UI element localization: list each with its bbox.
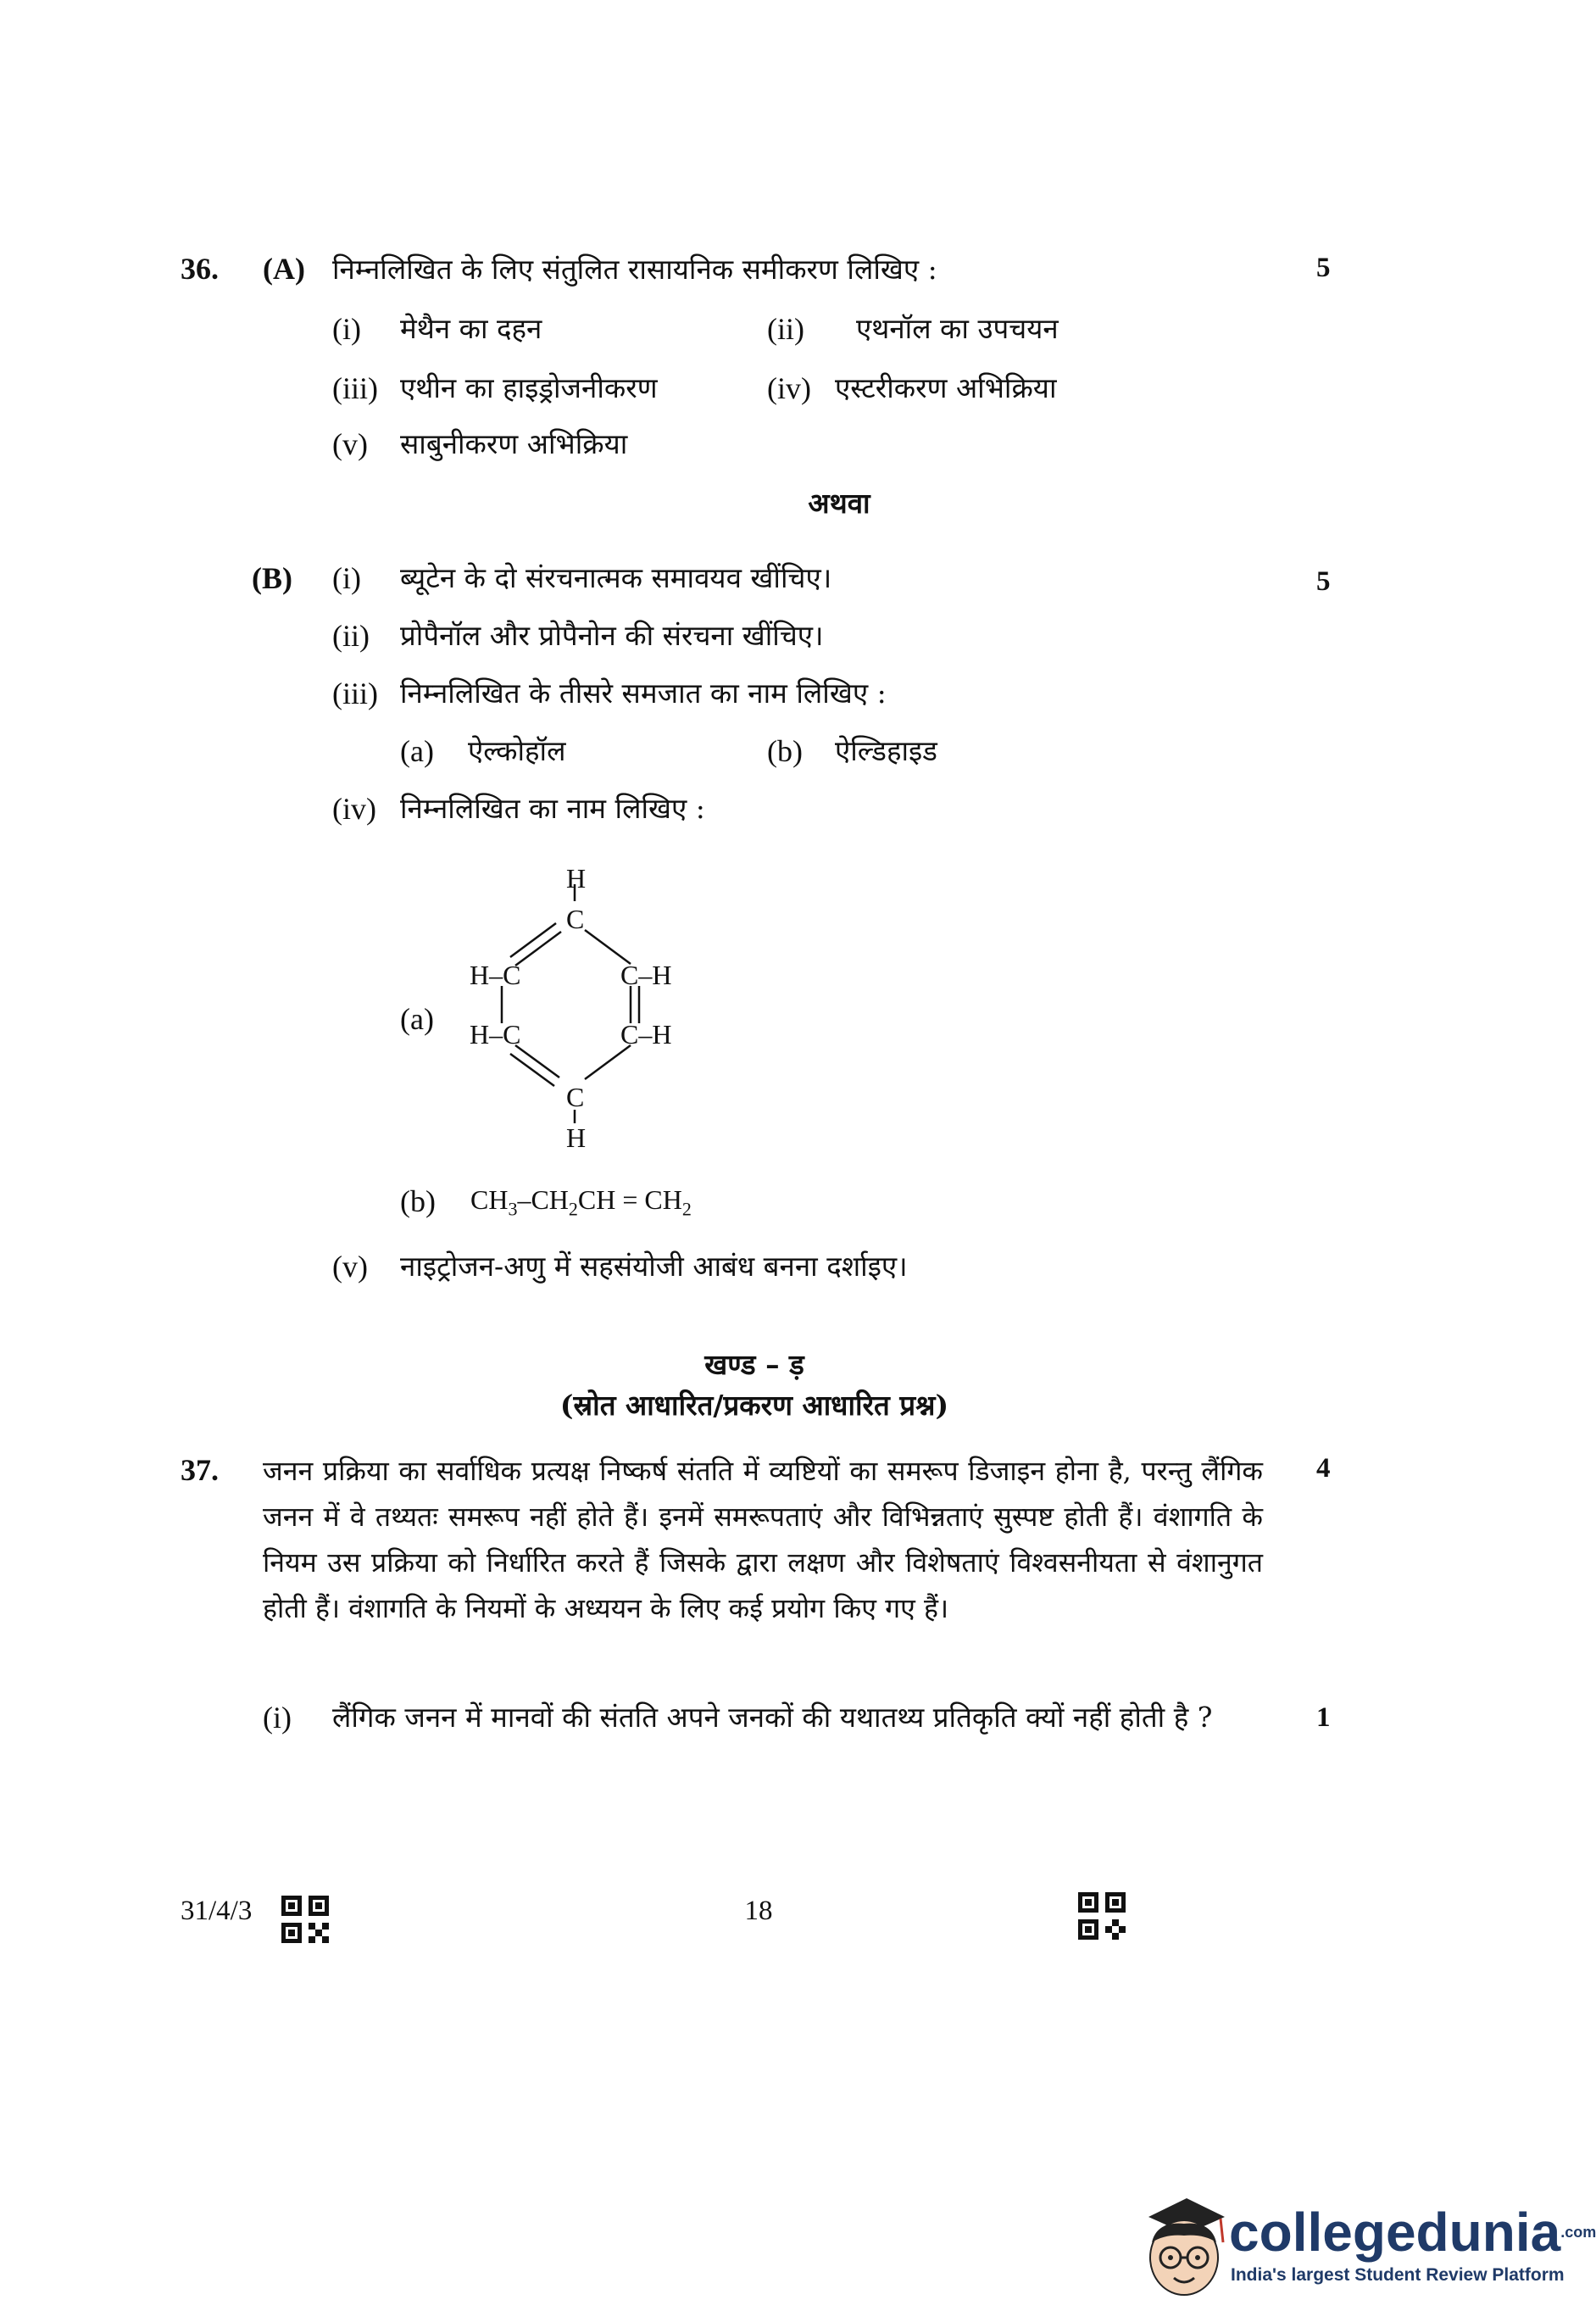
- q36-b-ii-num: (ii): [332, 619, 370, 653]
- brand-name-text: collegedunia: [1229, 2202, 1561, 2263]
- q36-b-iii-a-text: ऐल्कोहॉल: [468, 734, 566, 767]
- q36-partA-marks: 5: [1316, 253, 1331, 283]
- formula-subscript: 2: [568, 1198, 578, 1220]
- q36-partA-instruction: निम्नलिखित के लिए संतुलित रासायनिक समीकरण लिखिए :: [332, 253, 937, 286]
- atom-ch-lower-right: C–H: [620, 1019, 672, 1050]
- q36-b-i-num: (i): [332, 561, 361, 595]
- q36-b-v-text: नाइट्रोजन-अणु में सहसंयोजी आबंध बनना दर्शाइए।: [400, 1250, 908, 1283]
- q36-b-iii-a-num: (a): [400, 734, 434, 768]
- q36-a-item-num: (v): [332, 427, 368, 461]
- q36-partB-label: (B): [252, 561, 292, 595]
- formula-subscript: 3: [508, 1198, 518, 1220]
- atom-h-bottom: H: [566, 1122, 587, 1153]
- q36-number: 36.: [181, 252, 219, 286]
- q36-b-i-text: ब्यूटेन के दो संरचनात्मक समावयव खींचिए।: [400, 561, 832, 594]
- benzene-bonds: [458, 860, 695, 1153]
- qr-code-left: [281, 1896, 329, 1946]
- q36-b-iv-text: निम्नलिखित का नाम लिखिए :: [400, 792, 705, 825]
- section-title: खण्ड – ड़: [704, 1348, 804, 1381]
- atom-hc-upper-left: H–C: [470, 960, 521, 990]
- q36-b-iii-text: निम्नलिखित के तीसरे समजात का नाम लिखिए :: [400, 677, 887, 710]
- paper-code: 31/4/3: [181, 1896, 253, 1926]
- formula-part: CH = CH: [577, 1184, 682, 1215]
- q36-a-item-text: एस्टरीकरण अभिक्रिया: [835, 371, 1057, 404]
- q36-partB-marks: 5: [1316, 566, 1331, 597]
- formula-subscript: 2: [681, 1198, 692, 1220]
- atom-hc-lower-left: H–C: [470, 1019, 521, 1050]
- qr-code-icon: [281, 1896, 329, 1943]
- brand-name: [1229, 2202, 1596, 2262]
- q36-partA-label: (A): [263, 252, 305, 286]
- q36-a-item-num: (iv): [767, 371, 811, 405]
- atom-ch-upper-right: C–H: [620, 960, 672, 990]
- page-number: 18: [744, 1896, 773, 1926]
- q36-a-item-num: (iii): [332, 371, 378, 405]
- q37-i-num: (i): [263, 1701, 292, 1735]
- qr-code-right: [1078, 1892, 1126, 1943]
- q36-a-item-text: मेथैन का दहन: [400, 312, 542, 345]
- q36-a-item-text: साबुनीकरण अभिक्रिया: [400, 427, 628, 460]
- atom-c-bottom: C: [566, 1082, 585, 1112]
- or-divider: अथवा: [808, 487, 870, 520]
- q36-b-ii-text: प्रोपैनॉल और प्रोपैनोन की संरचना खींचिए।: [400, 619, 824, 652]
- q36-a-item-text: एथीन का हाइड्रोजनीकरण: [400, 371, 658, 404]
- student-mascot-icon: [1123, 2183, 1242, 2302]
- q36-b-v-num: (v): [332, 1250, 368, 1284]
- q36-a-item-num: (ii): [767, 312, 804, 346]
- q37-i-marks: 1: [1316, 1702, 1331, 1733]
- q37-marks: 4: [1316, 1453, 1331, 1484]
- brand-tagline: India's largest Student Review Platform: [1231, 2265, 1565, 2285]
- benzene-structure: [458, 860, 695, 1153]
- formula-part: CH: [470, 1184, 509, 1215]
- q36-b-iii-b-text: ऐल्डिहाइड: [835, 734, 937, 767]
- butene-formula: [470, 1184, 692, 1220]
- q37-number: 37.: [181, 1453, 219, 1487]
- q36-b-iii-num: (iii): [332, 677, 378, 710]
- q37-i-text: लैंगिक जनन में मानवों की संतति अपने जनकों की यथातथ्य प्रतिकृति क्यों नहीं होती है ?: [332, 1701, 1213, 1734]
- atom-c-top: C: [566, 904, 585, 934]
- q36-b-iv-a-num: (a): [400, 1002, 434, 1036]
- formula-part: –CH: [517, 1184, 569, 1215]
- q37-passage: जनन प्रक्रिया का सर्वाधिक प्रत्यक्ष निष्कर्ष संतति में व्यष्टियों का समरूप डिजाइन होना है, परन्तु लैंगिक जनन में वे तथ्यतः समरूप नहीं होते हैं। इनमें समरूपताएं और विभिन्नताएं सुस्पष्ट होती हैं। वंशागति के नियम उस प्रक्रिया को निर्धारित करते हैं जिसके द्वारा लक्षण और विशेषताएं विश्वसनीयता से वंशानुगत होती हैं। वंशागति के नियमों के अध्ययन के लिए कई प्रयोग किए गए हैं।: [263, 1455, 1263, 1624]
- q36-b-iii-b-num: (b): [767, 734, 803, 768]
- atom-h-top: H: [566, 863, 587, 894]
- brand-tld: .com: [1560, 2224, 1596, 2241]
- mascot-logo: [1123, 2183, 1242, 2302]
- qr-code-icon: [1078, 1892, 1126, 1940]
- q36-b-iv-num: (iv): [332, 792, 376, 826]
- q36-a-item-num: (i): [332, 312, 361, 346]
- q36-a-item-text: एथनॉल का उपचयन: [856, 312, 1059, 345]
- section-subtitle: (स्रोत आधारित/प्रकरण आधारित प्रश्न): [559, 1389, 949, 1422]
- q36-b-iv-b-num: (b): [400, 1184, 436, 1218]
